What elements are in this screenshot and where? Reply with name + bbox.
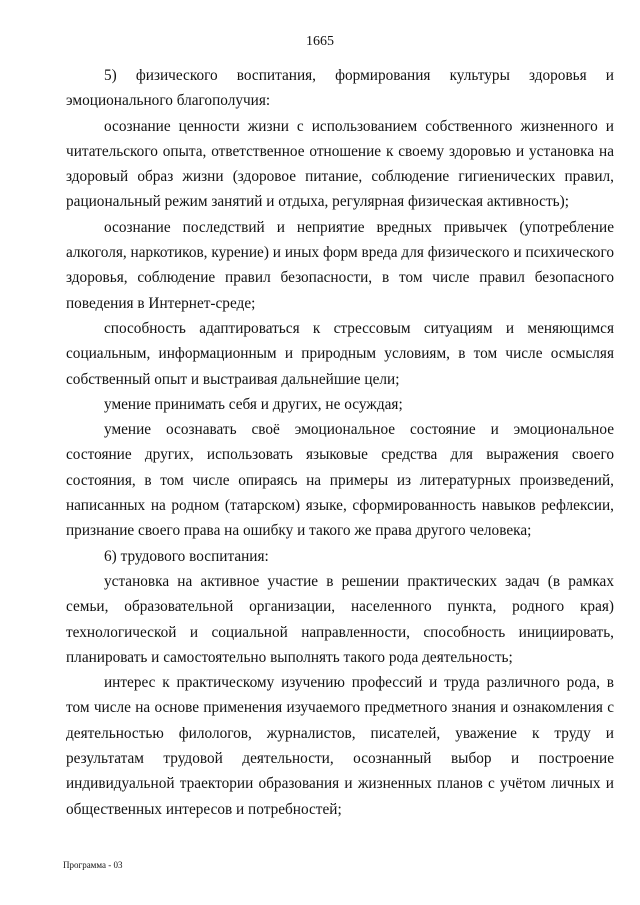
paragraph-physical-education-heading: 5) физического воспитания, формирования культуры здоровья и эмоционального благополучия: (66, 67, 614, 110)
paragraph-emotional-awareness: умение осознавать своё эмоциональное состояние и эмоциональное состояние других, использовать языковые средства для выражения своего состояния, в том числе опираясь на примеры из литературных произведений, написанных на родном (татарском) языке, сформированность навыков рефлексии, признание своего права на ошибку и такого же права другого человека; (66, 421, 614, 540)
footer-program-label: Программа - 03 (63, 860, 123, 870)
paragraph-stress-adaptation: способность адаптироваться к стрессовым ситуациям и меняющимся социальным, информационным и природным условиям, в том числе осмысляя собственный опыт и выстраивая дальнейшие цели; (66, 319, 614, 388)
paragraph-harmful-habits: осознание последствий и неприятие вредных привычек (употребление алкоголя, наркотиков, курение) и иных форм вреда для физического и психического здоровья, соблюдение правил безопасности, в том числе правил безопасного поведения в Интернет-среде; (66, 218, 614, 312)
paragraph-interest-in-professions: интерес к практическому изучению профессий и труда различного рода, в том числе на основе применения изучаемого предметного знания и ознакомления с деятельностью филологов, журналистов, писателей, уважение к труду и результатам трудовой деятельности, осознанный выбор и построение индивидуальной траектории образования и жизненных планов с учётом личных и общественных интересов и потребностей; (66, 674, 614, 818)
page-number: 1665 (306, 34, 334, 49)
paragraph-active-participation: установка на активное участие в решении практических задач (в рамках семьи, образовательной организации, населенного пункта, родного края) технологической и социальной направленности, способность инициировать, планировать и самостоятельно выполнять такого рода деятельность; (66, 572, 614, 666)
document-body (66, 63, 614, 822)
paragraph-self-acceptance: умение принимать себя и других, не осуждая; (104, 395, 403, 413)
paragraph-value-of-life: осознание ценности жизни с использованием собственного жизненного и читательского опыта, ответственное отношение к своему здоровью и установка на здоровый образ жизни (здоровое питание, соблюдение гигиенических правил, рациональный режим занятий и отдыха, регулярная физическая активность); (66, 117, 614, 211)
paragraph-labor-education-heading: 6) трудового воспитания: (104, 547, 269, 565)
